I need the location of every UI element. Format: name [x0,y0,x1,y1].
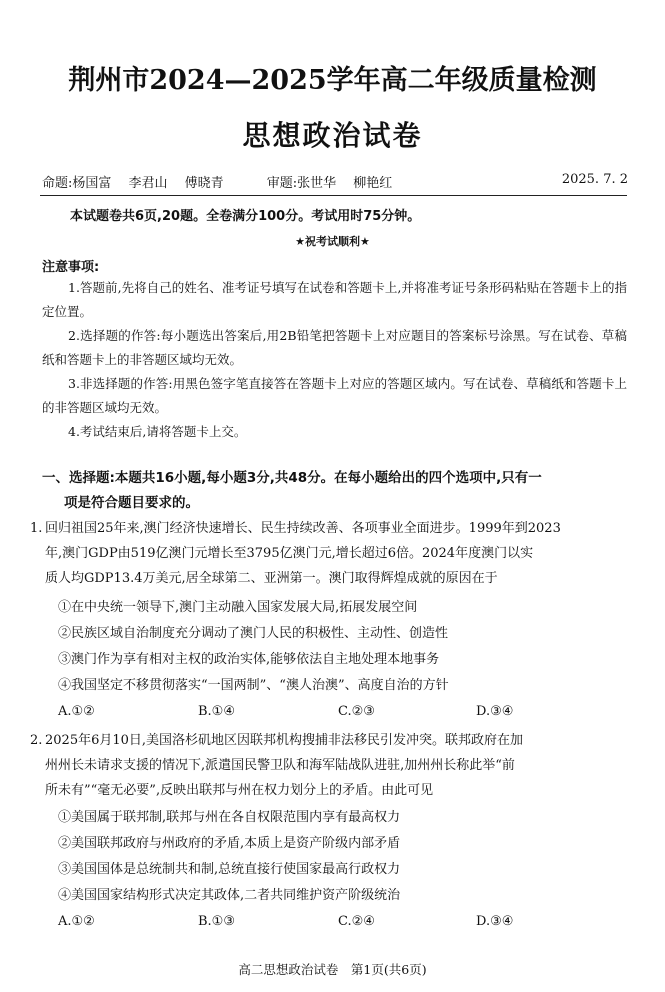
note-item: 1.答题前,先将自己的姓名、准考证号填写在试卷和答题卡上,并将准考证号条形码粘贴在答题卡上的指定位置。 [42,280,627,319]
question-1-option: ④我国坚定不移贯彻落实“一国两制”、“澳人治澳”、高度自治的方针 [58,678,449,693]
exam-info: 本试题卷共6页,20题。全卷满分100分。考试用时75分钟。 [70,209,421,224]
choice-c: C.②③ [338,704,375,719]
question-1-stem [30,516,626,591]
stem-line: 州州长未请求支援的情况下,派遣国民警卫队和海军陆战队进驻,加州州长称此举“前 [45,758,515,773]
authors-row [42,172,628,192]
exam-date: 2025. 7. 2 [561,172,628,187]
stem-line: 回归祖国25年来,澳门经济快速增长、民生持续改善、各项事业全面进步。1999年到2023 [45,521,561,536]
good-luck-line: ★祝考试顺利★ [295,235,370,248]
choice-d: D.③④ [476,704,514,719]
note-item: 2.选择题的作答:每小题选出答案后,用2B铅笔把答题卡上对应题目的答案标号涂黑。写在试卷、草稿纸和答题卡上的非答题区域均无效。 [42,328,627,367]
stem-line: 年,澳门GDP由519亿澳门元增长至3795亿澳门元,增长超过6倍。2024年度澳门以实 [45,546,534,561]
choice-b: B.①④ [198,704,235,719]
question-2-option: ③美国国体是总统制共和制,总统直接行使国家最高行政权力 [58,862,401,877]
notes-heading: 注意事项: [42,260,100,275]
question-1-option: ①在中央统一领导下,澳门主动融入国家发展大局,拓展发展空间 [58,600,418,615]
stem-line: 2025年6月10日,美国洛杉矶地区因联邦机构搜捕非法移民引发冲突。联邦政府在加 [45,733,524,748]
note-item: 4.考试结束后,请将答题卡上交。 [68,424,247,439]
choice-d: D.③④ [476,914,514,929]
section-heading [42,466,627,516]
question-1-option: ③澳门作为享有相对主权的政治实体,能够依法自主地处理本地事务 [58,652,440,667]
question-2-option: ④美国国家结构形式决定其政体,二者共同维护资产阶级统治 [58,888,401,903]
note-item: 3.非选择题的作答:用黑色签字笔直接答在答题卡上对应的答题区域内。写在试卷、草稿纸和答题卡上的非答题区域均无效。 [42,376,627,415]
question-number: 2. [30,733,43,748]
choice-b: B.①③ [198,914,235,929]
stem-line: 质人均GDP13.4万美元,居全球第二、亚洲第一。澳门取得辉煌成就的原因在于 [45,571,498,586]
exam-title: 荆州市2024—2025学年高二年级质量检测 [68,65,597,96]
stem-line: 所未有”“毫无必要”,反映出联邦与州在权力划分上的矛盾。由此可见 [45,783,434,798]
question-number: 1. [30,521,43,536]
question-2-option: ①美国属于联邦制,联邦与州在各自权限范围内享有最高权力 [58,810,401,825]
question-2-option: ②美国联邦政府与州政府的矛盾,本质上是资产阶级内部矛盾 [58,836,401,851]
choice-a: A.①② [58,704,95,719]
exam-subject: 思想政治试卷 [242,119,423,152]
section-heading-line: 一、选择题:本题共16小题,每小题3分,共48分。在每小题给出的四个选项中,只有一 [42,470,542,486]
question-2-stem [30,728,626,803]
authors-text: 命题:杨国富 李君山 傅晓青 审题:张世华 柳艳红 [42,176,393,191]
choice-a: A.①② [58,914,95,929]
question-2-choices [58,914,618,938]
header-divider [40,195,627,196]
choice-c: C.②④ [338,914,375,929]
section-heading-line: 项是符合题目要求的。 [64,495,199,511]
question-1-choices [58,704,618,728]
question-1-option: ②民族区域自治制度充分调动了澳门人民的积极性、主动性、创造性 [58,626,449,641]
page-footer: 高二思想政治试卷 第1页(共6页) [238,962,427,977]
